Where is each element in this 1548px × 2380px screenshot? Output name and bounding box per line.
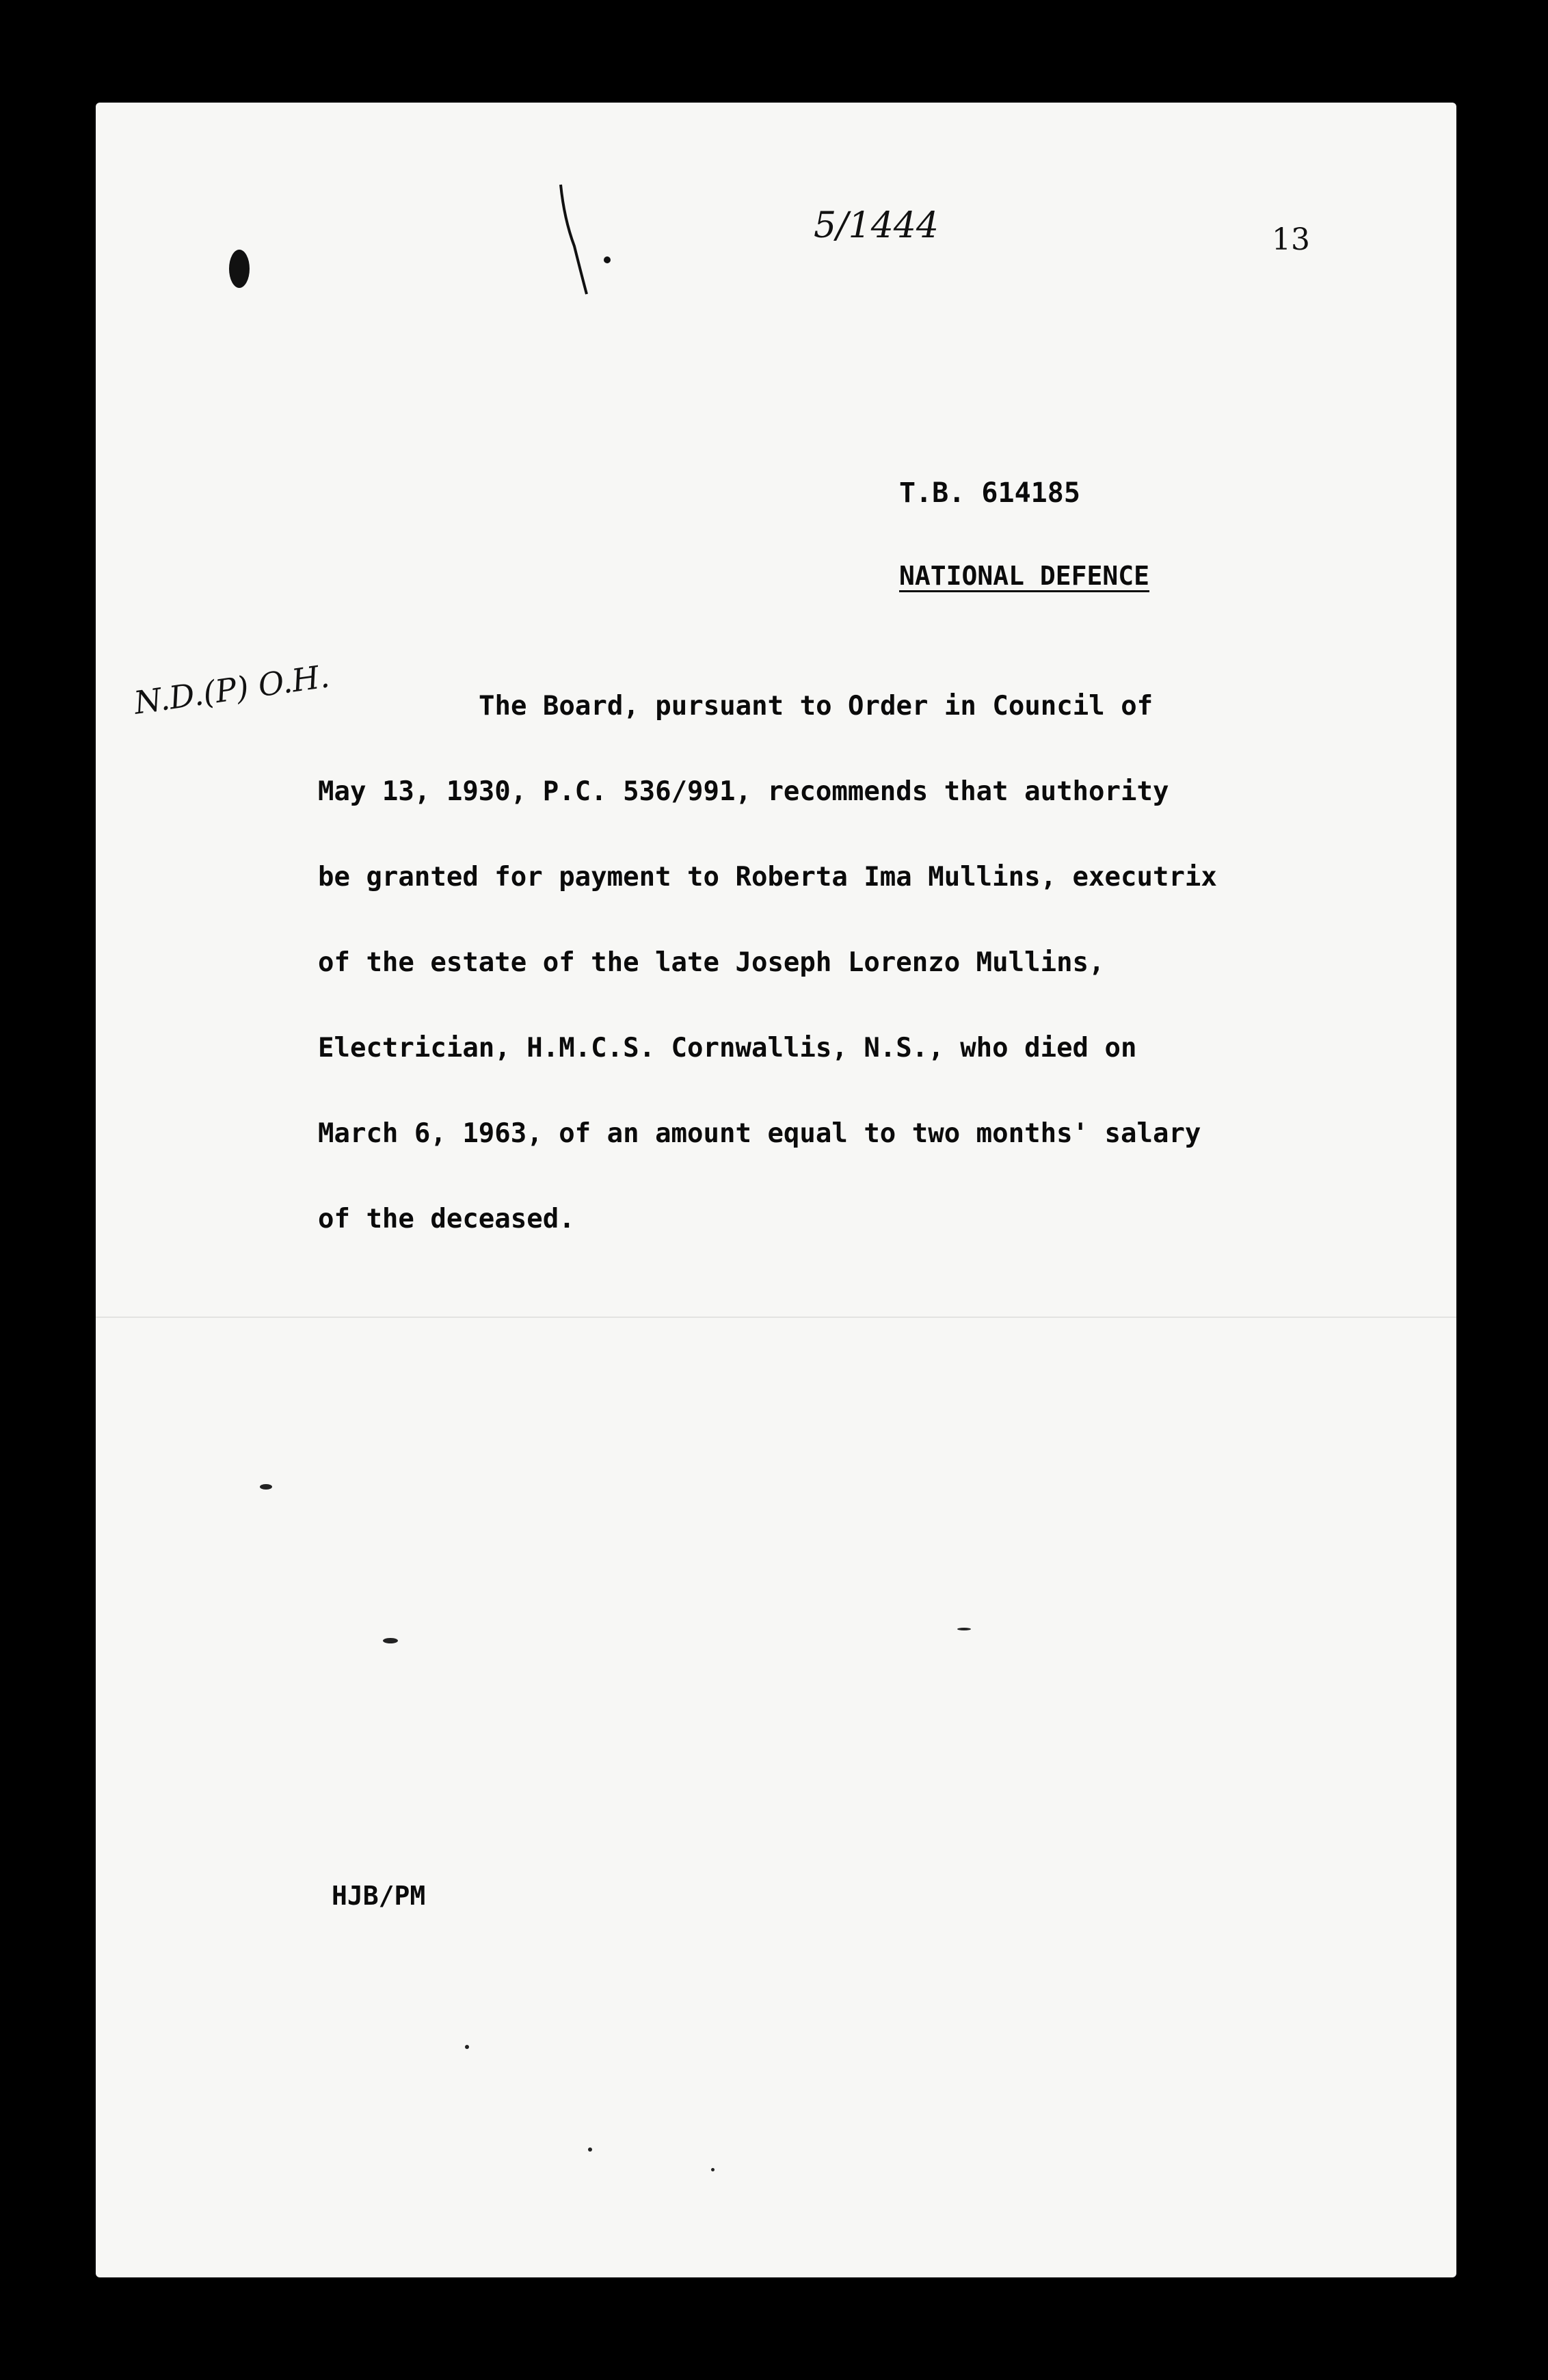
body-line: of the deceased. (318, 1204, 575, 1234)
handwritten-mark (533, 178, 615, 301)
body-line: Electrician, H.M.C.S. Cornwallis, N.S., who died on (318, 1033, 1137, 1063)
speck (588, 2147, 592, 2152)
handwritten-file-number: 5/1444 (814, 205, 939, 246)
department-heading: NATIONAL DEFENCE (899, 561, 1150, 591)
speck (260, 1484, 272, 1490)
recommendation-text (318, 663, 1412, 1262)
body-line: be granted for payment to Roberta Ima Mullins, executrix (318, 862, 1217, 892)
document-page (96, 103, 1456, 2277)
handwritten-margin-note: N.D.(P) O.H. (131, 657, 332, 722)
speck (957, 1628, 971, 1630)
reference-number: T.B. 614185 (899, 477, 1080, 509)
fold-line (96, 1317, 1456, 1318)
body-line: The Board, pursuant to Order in Council of (479, 691, 1153, 722)
punch-hole (229, 250, 250, 288)
body-line: May 13, 1930, P.C. 536/991, recommends that authority (318, 776, 1169, 807)
body-line: of the estate of the late Joseph Lorenzo Mullins, (318, 947, 1105, 978)
speck (465, 2045, 469, 2049)
page-number: 13 (1272, 222, 1310, 257)
speck (383, 1638, 398, 1643)
body-line: March 6, 1963, of an amount equal to two months' salary (318, 1118, 1201, 1149)
speck (711, 2168, 715, 2171)
initials: HJB/PM (332, 1881, 426, 1911)
